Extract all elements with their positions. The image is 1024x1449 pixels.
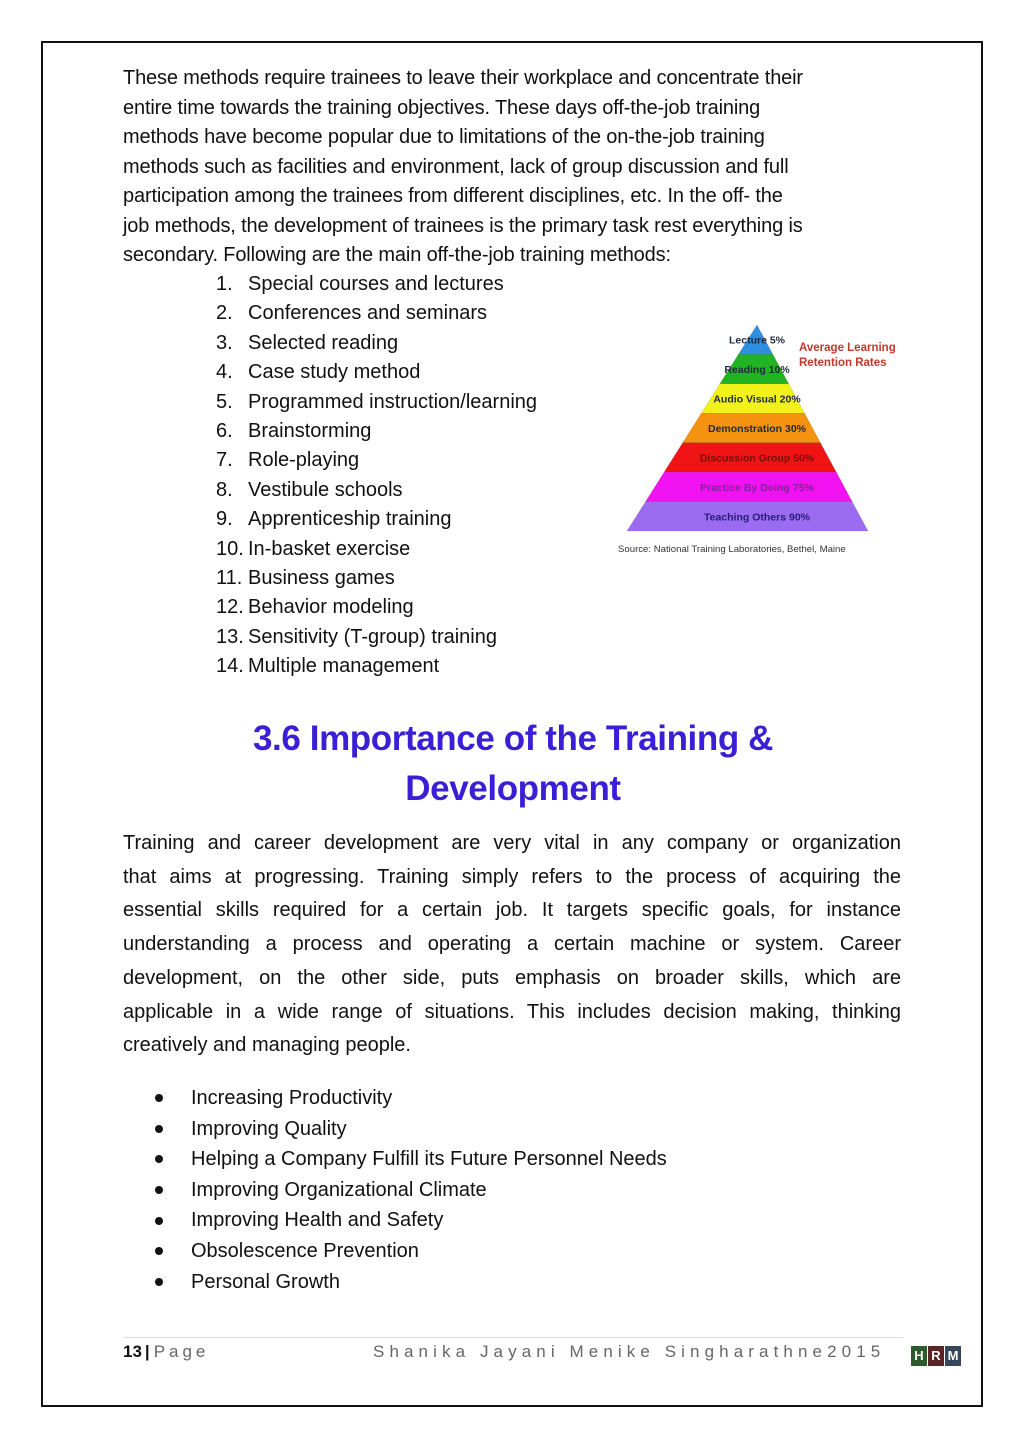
text-line: Training and career development are very vital in any company or organization [123, 832, 901, 854]
list-number: 14. [216, 655, 244, 678]
list-number: 4. [216, 361, 233, 384]
intro-paragraph [123, 64, 903, 271]
footer-author: Shanika Jayani Menike Singharathne2015 [373, 1342, 886, 1361]
hrm-logo-letter: H [911, 1346, 927, 1366]
list-label: Selected reading [248, 331, 399, 354]
list-item [216, 505, 537, 534]
heading-line: Development [405, 769, 621, 808]
list-number: 8. [216, 478, 233, 501]
list-number: 2. [216, 302, 233, 325]
bullet-icon [155, 1155, 163, 1163]
list-item [216, 270, 537, 299]
bullet-icon [155, 1125, 163, 1133]
list-item [216, 652, 537, 681]
hrm-logo-letter: M [945, 1346, 961, 1366]
figure-title-line2: Retention Rates [799, 357, 887, 369]
list-number: 13. [216, 625, 244, 648]
list-label: Business games [248, 567, 395, 590]
pyramid-level-label: Reading 10% [724, 364, 790, 377]
bullet-icon [155, 1186, 163, 1194]
text-line: These methods require trainees to leave their workplace and concentrate their [123, 67, 803, 89]
bullet-item [150, 1175, 667, 1206]
bullet-icon [155, 1217, 163, 1225]
list-item [216, 564, 537, 593]
text-line: that aims at progressing. Training simply refers to the process of acquiring the [123, 865, 901, 888]
training-methods-list [216, 270, 537, 682]
list-number: 9. [216, 508, 233, 531]
bullet-icon [155, 1247, 163, 1255]
list-item [216, 535, 537, 564]
hrm-logo-letter: R [928, 1346, 944, 1366]
list-label: Sensitivity (T-group) training [248, 625, 497, 648]
list-item [216, 476, 537, 505]
text-line: participation among the trainees from different disciplines, etc. In the off- the [123, 185, 783, 207]
list-item [216, 388, 537, 417]
figure-source: Source: National Training Laboratories, Bethel, Maine [618, 544, 846, 555]
text-line: applicable in a wide range of situations. This includes decision making, thinking [123, 1000, 901, 1023]
list-number: 5. [216, 390, 233, 413]
list-item [216, 446, 537, 475]
importance-bullet-list [150, 1083, 667, 1297]
section-heading [123, 714, 903, 814]
text-line: methods such as facilities and environment, lack of group discussion and full [123, 155, 789, 178]
text-line: development, on the other side, puts emphasis on broader skills, which are [123, 966, 901, 989]
bullet-label: Helping a Company Fulfill its Future Personnel Needs [191, 1148, 667, 1171]
text-line: essential skills required for a certain job. It targets specific goals, for instance [123, 899, 901, 922]
text-line: job methods, the development of trainees is the primary task rest everything is [123, 214, 803, 237]
importance-paragraph [123, 827, 901, 1063]
page-label: Page [153, 1342, 210, 1361]
hrm-logo [911, 1346, 961, 1366]
text-line: entire time towards the training objectives. These days off-the-job training [123, 96, 761, 119]
bullet-icon [155, 1278, 163, 1286]
list-label: Role-playing [248, 449, 360, 472]
list-number: 12. [216, 596, 244, 619]
list-label: Brainstorming [248, 420, 372, 443]
bullet-label: Personal Growth [191, 1270, 340, 1293]
bullet-label: Obsolescence Prevention [191, 1239, 419, 1262]
list-item [216, 593, 537, 622]
list-number: 7. [216, 449, 233, 472]
list-item [216, 417, 537, 446]
list-item [216, 358, 537, 387]
list-label: Multiple management [248, 655, 440, 678]
list-label: Apprenticeship training [248, 508, 452, 531]
list-label: Case study method [248, 361, 421, 384]
bullet-item [150, 1114, 667, 1145]
list-item [216, 329, 537, 358]
footer-separator: | [144, 1342, 150, 1361]
list-item [216, 623, 537, 652]
bullet-item [150, 1236, 667, 1267]
list-label: In-basket exercise [248, 537, 411, 560]
list-number: 3. [216, 331, 233, 354]
bullet-item [150, 1267, 667, 1298]
figure-title-line1: Average Learning [799, 342, 896, 354]
pyramid-level-label: Demonstration 30% [707, 423, 807, 435]
bullet-label: Improving Organizational Climate [191, 1178, 487, 1201]
page-number-group [123, 1342, 209, 1362]
list-label: Conferences and seminars [248, 302, 488, 325]
text-line: methods have become popular due to limitations of the on-the-job training [123, 126, 765, 148]
list-label: Programmed instruction/learning [248, 390, 538, 413]
pyramid-level-label: Discussion Group 50% [699, 452, 815, 465]
pyramid-chart [610, 320, 910, 570]
list-label: Special courses and lectures [248, 273, 504, 295]
list-item [216, 299, 537, 328]
bullet-icon [155, 1094, 163, 1102]
pyramid-level-label: Practice By Doing 75% [700, 481, 814, 494]
footer-divider [123, 1337, 903, 1338]
page-number: 13 [123, 1342, 142, 1361]
list-number: 10. [216, 537, 244, 560]
bullet-item [150, 1083, 667, 1114]
bullet-label: Improving Quality [191, 1117, 347, 1140]
list-number: 11. [216, 567, 243, 590]
bullet-item [150, 1205, 667, 1236]
pyramid-level-label: Audio Visual 20% [713, 393, 801, 406]
list-number: 1. [216, 273, 233, 295]
text-line: understanding a process and operating a certain machine or system. Career [123, 933, 901, 956]
list-label: Vestibule schools [248, 478, 403, 501]
text-line: secondary. Following are the main off-the-job training methods: [123, 244, 671, 266]
heading-line: 3.6 Importance of the Training & [252, 719, 774, 758]
pyramid-level-label: Teaching Others 90% [703, 511, 811, 524]
pyramid-level-label: Lecture 5% [728, 334, 786, 347]
bullet-item [150, 1144, 667, 1175]
bullet-label: Improving Health and Safety [191, 1209, 444, 1232]
bullet-label: Increasing Productivity [191, 1087, 393, 1109]
list-label: Behavior modeling [248, 596, 414, 619]
page-footer [123, 1342, 903, 1366]
learning-pyramid-figure [610, 320, 910, 570]
list-number: 6. [216, 420, 233, 443]
text-line: creatively and managing people. [123, 1034, 411, 1057]
